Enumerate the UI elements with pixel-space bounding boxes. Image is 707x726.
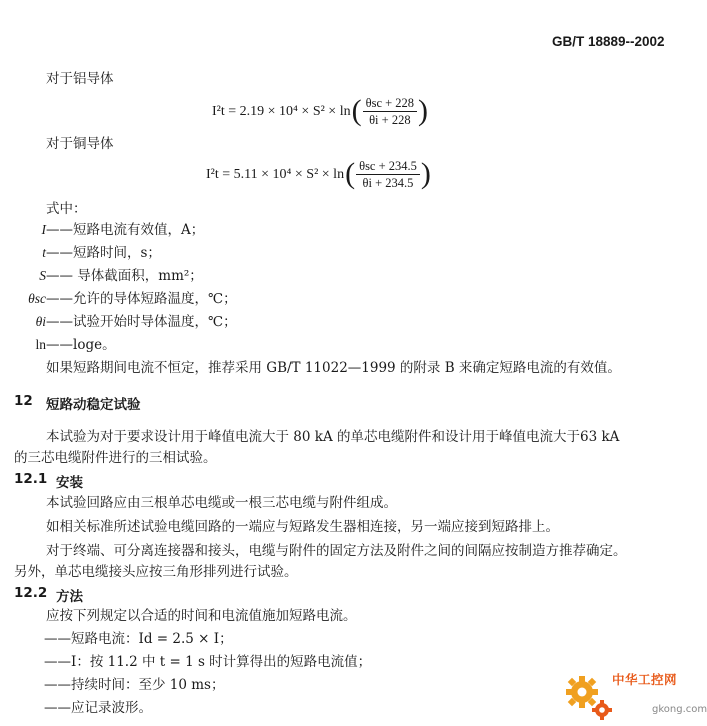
definition-text: ——短路时间，s； xyxy=(46,245,161,261)
where-label: 式中： xyxy=(46,201,87,217)
definition-item xyxy=(24,221,204,239)
definition-symbol: θi xyxy=(35,314,46,329)
definition-item xyxy=(24,313,237,331)
watermark-brand: 中华工控网 xyxy=(612,672,678,687)
copper-fraction xyxy=(356,159,420,190)
definition-text: ——loge。 xyxy=(46,337,116,353)
definition-item xyxy=(24,336,116,354)
definition-item xyxy=(24,290,237,308)
left-paren: ( xyxy=(351,93,362,127)
gear-icon xyxy=(562,670,618,726)
note-paragraph: 如果短路期间电流不恒定，推荐采用 GB/T 11022—1999 的附录 B 来确定短路电流的有效值。 xyxy=(46,360,621,376)
copper-numerator: θsc + 234.5 xyxy=(356,159,420,175)
section-12-1-line: 本试验回路应由三根单芯电缆或一根三芯电缆与附件组成。 xyxy=(46,495,397,511)
section-12-2-number: 12.2 xyxy=(14,585,48,601)
copper-formula-lhs: I²t = 5.11 × 10⁴ × S² × ln xyxy=(206,166,345,182)
method-list-item: ——应记录波形。 xyxy=(44,700,152,716)
section-12-paragraph-line: 本试验为对于要求设计用于峰值电流大于 80 kA 的单芯电缆附件和设计用于峰值电流大于63 kA xyxy=(46,429,620,445)
watermark-logo xyxy=(562,664,707,720)
right-paren: ) xyxy=(420,156,431,190)
section-12-1-title: 安装 xyxy=(56,475,83,491)
section-12-1-line: 另外，单芯电缆接头应按三角形排列进行试验。 xyxy=(14,564,298,580)
definition-symbol: S xyxy=(39,268,46,283)
standard-number: GB/T 18889--2002 xyxy=(552,34,665,49)
section-12-2-title: 方法 xyxy=(56,589,83,605)
definition-text: ——允许的导体短路温度，℃； xyxy=(46,291,237,307)
method-list-item: ——I：按 11.2 中 t = 1 s 时计算得出的短路电流值； xyxy=(44,654,372,670)
copper-denominator: θi + 234.5 xyxy=(362,176,414,190)
section-12-1-line: 对于终端、可分离连接器和接头，电缆与附件的固定方法及附件之间的间隔应按制造方推荐确定。 xyxy=(46,543,627,559)
definition-symbol: θsc xyxy=(28,291,46,306)
section-12-number: 12 xyxy=(14,393,33,409)
method-list-item: ——短路电流：Id = 2.5 × I； xyxy=(44,631,233,647)
method-list-item: ——持续时间：至少 10 ms； xyxy=(44,677,225,693)
copper-formula xyxy=(206,156,432,190)
section-12-2-intro: 应按下列规定以合适的时间和电流值施加短路电流。 xyxy=(46,608,357,624)
section-12-1-line: 如相关标准所述试验电缆回路的一端应与短路发生器相连接，另一端应接到短路排上。 xyxy=(46,519,559,535)
aluminum-fraction xyxy=(363,96,417,127)
aluminum-label: 对于铝导体 xyxy=(46,71,114,87)
section-12-1-number: 12.1 xyxy=(14,471,48,487)
definition-text: ——试验开始时导体温度，℃； xyxy=(46,314,237,330)
watermark-url: gkong.com xyxy=(652,704,707,715)
aluminum-denominator: θi + 228 xyxy=(369,113,411,127)
section-12-title: 短路动稳定试验 xyxy=(46,397,141,413)
definition-symbol: I xyxy=(41,222,46,237)
right-paren: ) xyxy=(418,93,429,127)
aluminum-formula-lhs: I²t = 2.19 × 10⁴ × S² × ln xyxy=(212,103,351,119)
definition-item xyxy=(24,267,203,285)
aluminum-numerator: θsc + 228 xyxy=(363,96,417,112)
definition-item xyxy=(24,244,161,262)
definition-symbol: ln xyxy=(35,337,46,352)
definition-text: —— 导体截面积，mm²； xyxy=(46,268,203,284)
left-paren: ( xyxy=(345,156,356,190)
definition-text: ——短路电流有效值，A； xyxy=(46,222,205,238)
definition-symbol: t xyxy=(42,245,46,260)
aluminum-formula xyxy=(212,93,429,127)
section-12-paragraph-line: 的三芯电缆附件进行的三相试验。 xyxy=(14,450,217,466)
copper-label: 对于铜导体 xyxy=(46,136,114,152)
